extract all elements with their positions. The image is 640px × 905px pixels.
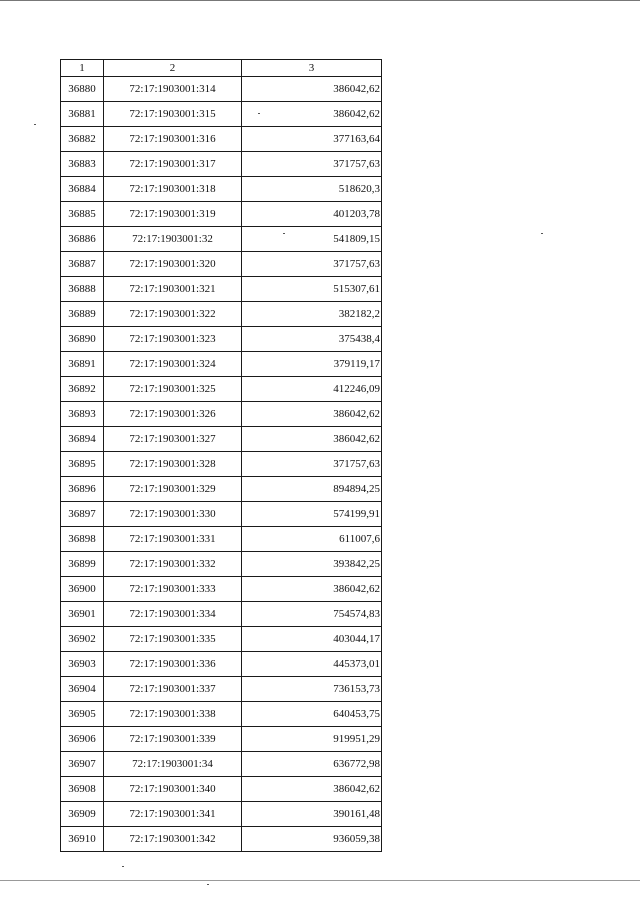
row-number-cell: 36891 [61,352,104,377]
cadastral-value-cell: 386042,62 [242,77,382,102]
table-row [61,252,382,277]
cadastral-number-cell: 72:17:1903001:327 [104,427,242,452]
table-row [61,402,382,427]
cadastral-value-cell: 636772,98 [242,752,382,777]
table-row [61,302,382,327]
cadastral-value-cell: 541809,15 [242,227,382,252]
table-row [61,702,382,727]
cadastral-number-cell: 72:17:1903001:341 [104,802,242,827]
scan-speck [207,884,209,885]
cadastral-value-cell: 936059,38 [242,827,382,852]
table-row [61,527,382,552]
cadastral-number-cell: 72:17:1903001:316 [104,127,242,152]
table-row [61,277,382,302]
cadastral-number-cell: 72:17:1903001:329 [104,477,242,502]
row-number-cell: 36884 [61,177,104,202]
row-number-cell: 36909 [61,802,104,827]
scan-speck [34,124,36,125]
cadastral-number-cell: 72:17:1903001:331 [104,527,242,552]
page-top-edge-line [0,0,640,1]
row-number-cell: 36906 [61,727,104,752]
table-row [61,552,382,577]
cadastral-value-cell: 382182,2 [242,302,382,327]
row-number-cell: 36903 [61,652,104,677]
scan-speck [122,866,124,867]
cadastral-number-cell: 72:17:1903001:337 [104,677,242,702]
table-row [61,577,382,602]
cadastral-value-cell: 401203,78 [242,202,382,227]
cadastral-value-cell: 386042,62 [242,102,382,127]
page-bottom-edge-line [0,880,640,881]
row-number-cell: 36896 [61,477,104,502]
table-row [61,377,382,402]
table-row [61,777,382,802]
table-row [61,752,382,777]
cadastral-value-cell: 371757,63 [242,152,382,177]
table-row [61,727,382,752]
cadastral-value-cell: 371757,63 [242,252,382,277]
table-row [61,452,382,477]
row-number-cell: 36880 [61,77,104,102]
cadastral-value-cell: 518620,3 [242,177,382,202]
cadastral-number-cell: 72:17:1903001:334 [104,602,242,627]
cadastral-value-cell: 640453,75 [242,702,382,727]
scan-speck [541,233,543,234]
table-row [61,502,382,527]
cadastral-number-cell: 72:17:1903001:324 [104,352,242,377]
cadastral-number-cell: 72:17:1903001:34 [104,752,242,777]
row-number-cell: 36899 [61,552,104,577]
table-row [61,427,382,452]
cadastral-number-cell: 72:17:1903001:338 [104,702,242,727]
table-row [61,627,382,652]
table-row [61,77,382,102]
row-number-cell: 36893 [61,402,104,427]
cadastral-value-cell: 386042,62 [242,777,382,802]
table-row [61,127,382,152]
cadastral-number-cell: 72:17:1903001:325 [104,377,242,402]
row-number-cell: 36908 [61,777,104,802]
row-number-cell: 36898 [61,527,104,552]
table-row [61,177,382,202]
cadastral-value-cell: 919951,29 [242,727,382,752]
row-number-cell: 36894 [61,427,104,452]
row-number-cell: 36881 [61,102,104,127]
cadastral-number-cell: 72:17:1903001:340 [104,777,242,802]
cadastral-value-cell: 375438,4 [242,327,382,352]
row-number-cell: 36895 [61,452,104,477]
cadastral-number-cell: 72:17:1903001:315 [104,102,242,127]
cadastral-value-table [60,59,382,852]
row-number-cell: 36889 [61,302,104,327]
cadastral-value-cell: 574199,91 [242,502,382,527]
table-row [61,227,382,252]
cadastral-number-cell: 72:17:1903001:339 [104,727,242,752]
cadastral-value-cell: 390161,48 [242,802,382,827]
table-row [61,477,382,502]
row-number-cell: 36883 [61,152,104,177]
cadastral-value-cell: 377163,64 [242,127,382,152]
cadastral-value-cell: 386042,62 [242,577,382,602]
scan-speck [258,113,260,114]
cadastral-number-cell: 72:17:1903001:314 [104,77,242,102]
table-row [61,102,382,127]
row-number-cell: 36886 [61,227,104,252]
table-row [61,652,382,677]
cadastral-value-cell: 386042,62 [242,402,382,427]
row-number-cell: 36888 [61,277,104,302]
row-number-cell: 36892 [61,377,104,402]
cadastral-number-cell: 72:17:1903001:335 [104,627,242,652]
column-header-3: 3 [242,60,382,77]
cadastral-value-cell: 515307,61 [242,277,382,302]
table-row [61,602,382,627]
row-number-cell: 36885 [61,202,104,227]
cadastral-number-cell: 72:17:1903001:320 [104,252,242,277]
cadastral-value-cell: 379119,17 [242,352,382,377]
row-number-cell: 36907 [61,752,104,777]
cadastral-number-cell: 72:17:1903001:322 [104,302,242,327]
scan-speck [283,233,285,234]
cadastral-number-cell: 72:17:1903001:333 [104,577,242,602]
table-row [61,802,382,827]
row-number-cell: 36887 [61,252,104,277]
row-number-cell: 36890 [61,327,104,352]
row-number-cell: 36900 [61,577,104,602]
row-number-cell: 36901 [61,602,104,627]
cadastral-value-cell: 412246,09 [242,377,382,402]
cadastral-number-cell: 72:17:1903001:332 [104,552,242,577]
row-number-cell: 36904 [61,677,104,702]
table-row [61,202,382,227]
cadastral-number-cell: 72:17:1903001:336 [104,652,242,677]
cadastral-value-cell: 754574,83 [242,602,382,627]
cadastral-number-cell: 72:17:1903001:317 [104,152,242,177]
cadastral-value-cell: 393842,25 [242,552,382,577]
table-row [61,827,382,852]
cadastral-number-cell: 72:17:1903001:326 [104,402,242,427]
cadastral-number-cell: 72:17:1903001:342 [104,827,242,852]
row-number-cell: 36902 [61,627,104,652]
cadastral-number-cell: 72:17:1903001:319 [104,202,242,227]
table-row [61,327,382,352]
row-number-cell: 36882 [61,127,104,152]
row-number-cell: 36897 [61,502,104,527]
column-header-2: 2 [104,60,242,77]
row-number-cell: 36905 [61,702,104,727]
column-header-1: 1 [61,60,104,77]
cadastral-number-cell: 72:17:1903001:321 [104,277,242,302]
table-row [61,152,382,177]
cadastral-value-cell: 736153,73 [242,677,382,702]
table-row [61,352,382,377]
cadastral-number-cell: 72:17:1903001:328 [104,452,242,477]
cadastral-value-cell: 386042,62 [242,427,382,452]
cadastral-value-cell: 403044,17 [242,627,382,652]
cadastral-number-cell: 72:17:1903001:32 [104,227,242,252]
cadastral-value-cell: 611007,6 [242,527,382,552]
row-number-cell: 36910 [61,827,104,852]
cadastral-value-cell: 371757,63 [242,452,382,477]
cadastral-number-cell: 72:17:1903001:323 [104,327,242,352]
table-header-row [61,60,382,77]
table-row [61,677,382,702]
cadastral-number-cell: 72:17:1903001:330 [104,502,242,527]
cadastral-value-cell: 445373,01 [242,652,382,677]
cadastral-number-cell: 72:17:1903001:318 [104,177,242,202]
cadastral-value-cell: 894894,25 [242,477,382,502]
